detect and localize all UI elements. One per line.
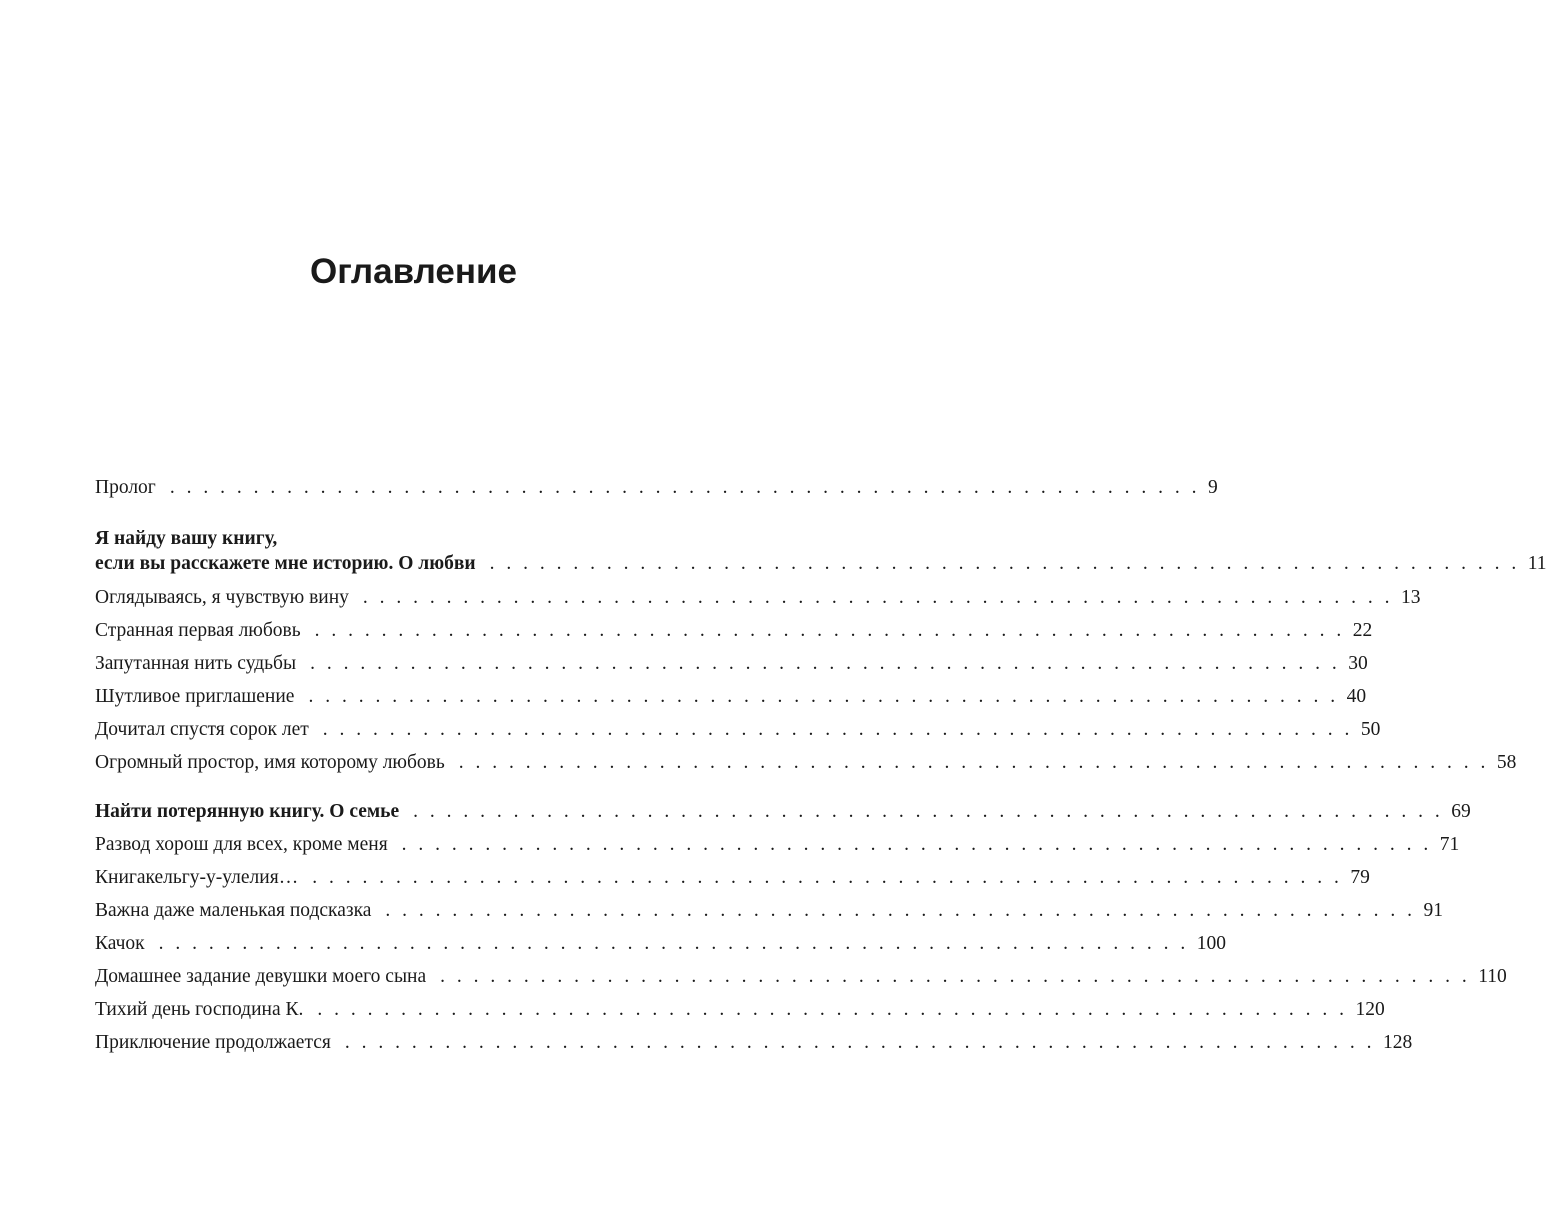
- toc-entry-label: Качок: [95, 933, 145, 954]
- page-title: Оглавление: [309, 252, 518, 291]
- leader-dots: . . . . . . . . . . . . . . . . . . . . . . . . . . . . . . . . . . . . . . . . . . . . . . . . . . . . . . . . . . . . . .: [458, 752, 1489, 773]
- leader-dots: . . . . . . . . . . . . . . . . . . . . . . . . . . . . . . . . . . . . . . . . . . . . . . . . . . . . . . . . . . . . . .: [413, 801, 1444, 822]
- toc-entry[interactable]: [95, 898, 1444, 924]
- toc-entry[interactable]: [95, 931, 1227, 957]
- toc-entry-page: 128: [1382, 1032, 1413, 1053]
- toc-entry-label: Домашнее задание девушки моего сына: [95, 966, 427, 987]
- section-heading-page: 69: [1451, 801, 1471, 822]
- leader-dots: . . . . . . . . . . . . . . . . . . . . . . . . . . . . . . . . . . . . . . . . . . . . . . . . . . . . . . . . . . . . . .: [385, 900, 1416, 921]
- toc-entry-page: 13: [1401, 587, 1421, 608]
- leader-dots: . . . . . . . . . . . . . . . . . . . . . . . . . . . . . . . . . . . . . . . . . . . . . . . . . . . . . . . . . . . . . .: [322, 719, 1353, 740]
- toc-entry-label: Дочитал спустя сорок лет: [95, 719, 309, 740]
- toc-entry-page: 100: [1196, 933, 1227, 954]
- section-heading-label: Найти потерянную книгу. О семье: [95, 801, 400, 822]
- leader-dots: . . . . . . . . . . . . . . . . . . . . . . . . . . . . . . . . . . . . . . . . . . . . . . . . . . . . . . . . . . . . . .: [169, 477, 1200, 498]
- toc-entry-label: Приключение продолжается: [95, 1032, 331, 1053]
- toc-entry-label: Тихий день господина К.: [95, 999, 304, 1020]
- leader-dots: . . . . . . . . . . . . . . . . . . . . . . . . . . . . . . . . . . . . . . . . . . . . . . . . . . . . . . . . . . . . . .: [158, 933, 1189, 954]
- toc-entry[interactable]: [95, 684, 1367, 710]
- leader-dots: . . . . . . . . . . . . . . . . . . . . . . . . . . . . . . . . . . . . . . . . . . . . . . . . . . . . . . . . . . . . . .: [401, 834, 1432, 855]
- leader-dots: . . . . . . . . . . . . . . . . . . . . . . . . . . . . . . . . . . . . . . . . . . . . . . . . . . . . . . . . . . . . . .: [489, 553, 1520, 574]
- toc-entry-label: Запутанная нить судьбы: [95, 653, 297, 674]
- section-heading-love[interactable]: [95, 551, 1547, 577]
- toc-entry-page: 22: [1352, 620, 1373, 641]
- toc-entry-label: Книгакельгу-у-улелия…: [95, 867, 299, 888]
- toc-entry[interactable]: [95, 832, 1460, 858]
- toc-entry[interactable]: [95, 1030, 1413, 1056]
- toc-entry[interactable]: [95, 964, 1507, 990]
- toc-entry-label: Оглядываясь, я чувствую вину: [95, 587, 349, 608]
- toc-entry-prologue[interactable]: [95, 475, 1218, 501]
- leader-dots: . . . . . . . . . . . . . . . . . . . . . . . . . . . . . . . . . . . . . . . . . . . . . . . . . . . . . . . . . . . . . .: [362, 587, 1394, 608]
- toc-entry[interactable]: [95, 585, 1421, 611]
- toc-entry-page: 58: [1496, 752, 1517, 773]
- toc-entry-page: 30: [1348, 653, 1368, 674]
- leader-dots: . . . . . . . . . . . . . . . . . . . . . . . . . . . . . . . . . . . . . . . . . . . . . . . . . . . . . . . . . . . . . .: [312, 867, 1343, 888]
- toc-entry[interactable]: [95, 618, 1373, 644]
- toc-entry[interactable]: [95, 750, 1517, 776]
- leader-dots: . . . . . . . . . . . . . . . . . . . . . . . . . . . . . . . . . . . . . . . . . . . . . . . . . . . . . . . . . . . . . .: [314, 620, 1345, 641]
- toc-entry-page: 50: [1360, 719, 1381, 740]
- leader-dots: . . . . . . . . . . . . . . . . . . . . . . . . . . . . . . . . . . . . . . . . . . . . . . . . . . . . . . . . . . . . . .: [344, 1032, 1375, 1053]
- toc-entry-page: 9: [1207, 477, 1218, 498]
- toc-entry-label: Важна даже маленькая подсказка: [95, 900, 372, 921]
- section-heading-family[interactable]: [95, 799, 1471, 825]
- toc-entry[interactable]: [95, 865, 1370, 891]
- toc-entry[interactable]: [95, 717, 1381, 743]
- leader-dots: . . . . . . . . . . . . . . . . . . . . . . . . . . . . . . . . . . . . . . . . . . . . . . . . . . . . . . . . . . . . . .: [310, 653, 1341, 674]
- toc-entry-page: 120: [1355, 999, 1385, 1020]
- toc-entry-page: 71: [1439, 834, 1460, 855]
- toc-entry[interactable]: [95, 997, 1385, 1023]
- leader-dots: . . . . . . . . . . . . . . . . . . . . . . . . . . . . . . . . . . . . . . . . . . . . . . . . . . . . . . . . . . . . . .: [308, 686, 1339, 707]
- toc-entry-label: Пролог: [95, 477, 156, 498]
- toc-entry-label: Странная первая любовь: [95, 620, 301, 641]
- section-heading-label: если вы расскажете мне историю. О любви: [95, 553, 476, 574]
- section-heading-line1[interactable]: Я найду вашу книгу,: [95, 528, 278, 549]
- toc-entry[interactable]: [95, 651, 1368, 677]
- leader-dots: . . . . . . . . . . . . . . . . . . . . . . . . . . . . . . . . . . . . . . . . . . . . . . . . . . . . . . . . . . . . . .: [317, 999, 1348, 1020]
- leader-dots: . . . . . . . . . . . . . . . . . . . . . . . . . . . . . . . . . . . . . . . . . . . . . . . . . . . . . . . . . . . . . .: [440, 966, 1471, 987]
- toc-entry-label: Огромный простор, имя которому любовь: [95, 752, 445, 773]
- toc-entry-page: 110: [1478, 966, 1507, 987]
- toc-entry-label: Развод хорош для всех, кроме меня: [95, 834, 388, 855]
- section-heading-page: 11: [1527, 553, 1547, 574]
- toc-entry-page: 40: [1346, 686, 1367, 707]
- toc-entry-label: Шутливое приглашение: [95, 686, 295, 707]
- toc-entry-page: 79: [1350, 867, 1370, 888]
- toc-entry-page: 91: [1423, 900, 1444, 921]
